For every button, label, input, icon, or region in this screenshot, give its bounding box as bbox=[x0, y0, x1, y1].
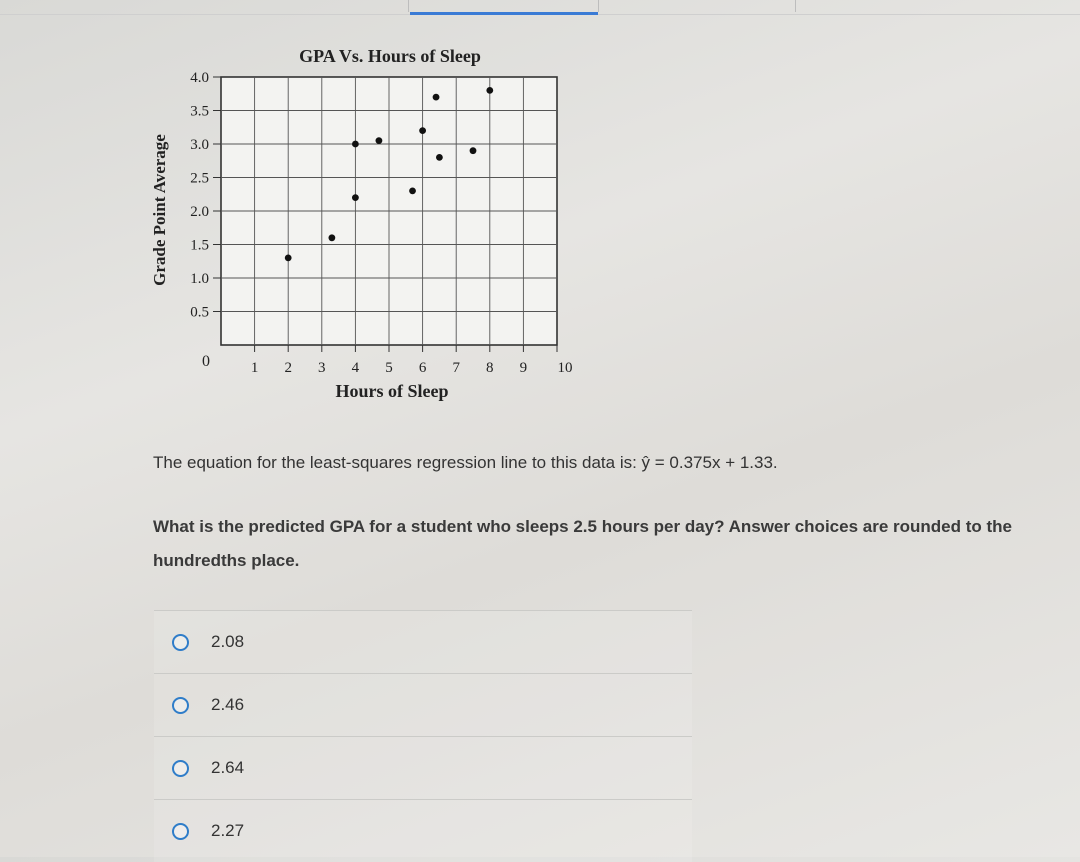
data-point bbox=[376, 137, 383, 144]
equation-text: The equation for the least-squares regression line to this data is: ŷ = 0.375x + 1.33. bbox=[153, 453, 778, 472]
tab-divider bbox=[795, 0, 796, 12]
y-tick-label: 2.5 bbox=[190, 170, 209, 187]
answer-choices bbox=[154, 610, 692, 862]
y-tick-label: 2.0 bbox=[190, 204, 209, 220]
x-tick-label: 2 bbox=[284, 360, 292, 376]
data-point bbox=[470, 147, 477, 154]
choice-label: 2.08 bbox=[211, 632, 245, 651]
radio-button-icon[interactable] bbox=[172, 697, 189, 714]
tab-divider bbox=[408, 0, 409, 12]
y-tick-label: 3.5 bbox=[190, 103, 209, 120]
x-tick-label: 7 bbox=[452, 360, 460, 376]
y-tick-label: 1.0 bbox=[190, 271, 209, 287]
active-tab-indicator[interactable] bbox=[410, 0, 598, 15]
y-tick-label: 1.5 bbox=[190, 237, 209, 254]
x-axis-label: Hours of Sleep bbox=[335, 381, 449, 401]
data-point bbox=[436, 154, 443, 161]
x-tick-label: 9 bbox=[519, 360, 528, 376]
tab-divider bbox=[598, 0, 599, 12]
origin-label: 0 bbox=[202, 353, 210, 370]
answer-choice-4[interactable] bbox=[154, 799, 692, 862]
x-tick-label: 4 bbox=[351, 360, 360, 376]
data-point bbox=[419, 127, 426, 134]
x-tick-label: 10 bbox=[557, 360, 573, 376]
x-tick-label: 3 bbox=[318, 360, 326, 376]
answer-choice-3[interactable] bbox=[154, 736, 692, 799]
choice-label: 2.46 bbox=[211, 695, 245, 714]
choice-label: 2.64 bbox=[211, 758, 245, 777]
answer-choice-1[interactable] bbox=[154, 610, 692, 673]
data-point bbox=[433, 94, 440, 101]
y-axis-ticks bbox=[190, 70, 221, 321]
x-tick-label: 5 bbox=[385, 360, 393, 376]
chart-grid bbox=[221, 77, 557, 345]
y-tick-label: 3.0 bbox=[190, 137, 209, 153]
answer-choice-2[interactable] bbox=[154, 673, 692, 736]
choice-label: 2.27 bbox=[211, 821, 245, 840]
data-point bbox=[328, 234, 335, 241]
x-tick-label: 6 bbox=[418, 360, 427, 376]
data-point bbox=[409, 188, 416, 195]
question-prompt: What is the predicted GPA for a student who sleeps 2.5 hours per day? Answer choices are rounded to the hundredths place. bbox=[153, 517, 1012, 570]
radio-button-icon[interactable] bbox=[172, 823, 189, 840]
radio-button-icon[interactable] bbox=[172, 634, 189, 651]
x-tick-label: 8 bbox=[486, 360, 494, 376]
data-point bbox=[352, 141, 359, 148]
scatter-chart bbox=[140, 40, 580, 410]
y-axis-label: Grade Point Average bbox=[150, 134, 169, 286]
x-tick-label: 1 bbox=[250, 360, 259, 376]
data-point bbox=[285, 255, 292, 262]
chart-title: GPA Vs. Hours of Sleep bbox=[299, 46, 481, 66]
y-tick-label: 0.5 bbox=[190, 304, 209, 321]
y-tick-label: 4.0 bbox=[190, 70, 209, 86]
x-axis-ticks bbox=[251, 345, 573, 376]
data-point bbox=[352, 194, 359, 201]
radio-button-icon[interactable] bbox=[172, 760, 189, 777]
top-tab-bar bbox=[0, 0, 1080, 15]
data-point bbox=[486, 87, 493, 94]
